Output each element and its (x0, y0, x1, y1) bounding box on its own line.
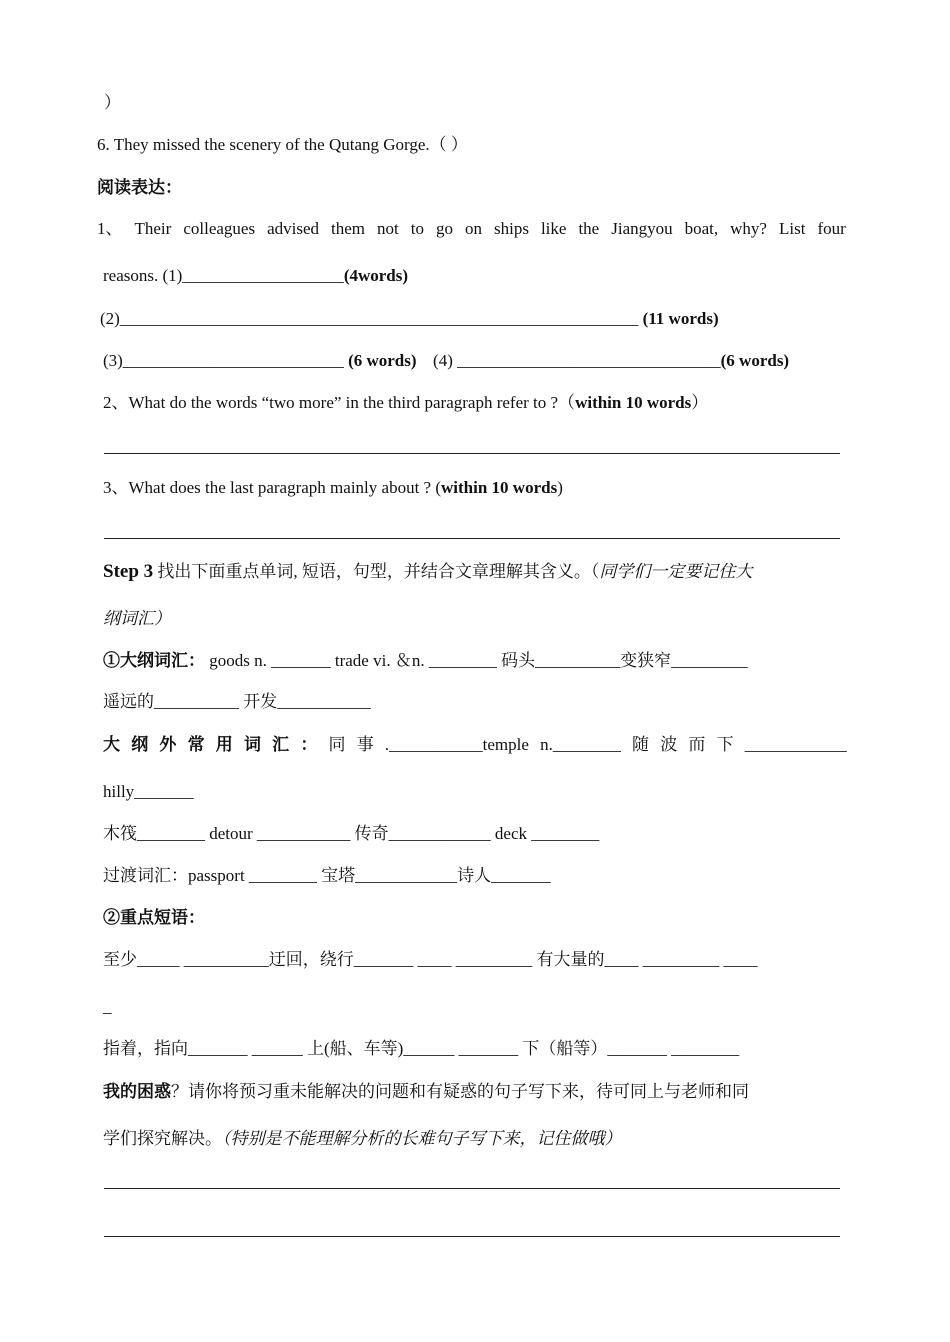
vocab-common-label-char: 常 (187, 735, 205, 754)
vocab-common-label-char: 用 (215, 735, 233, 754)
reading-q1-word: Their (134, 219, 172, 238)
word-limit-note: (11 words) (642, 309, 719, 328)
vocab-common-part: 而 (688, 735, 706, 754)
vocab-common-part: 同 (328, 735, 346, 754)
vocab-syllabus (103, 650, 748, 672)
word-limit-note: within 10 words (575, 393, 692, 412)
vocab-common-label-char: 词 (243, 735, 261, 754)
puzzle-line1 (103, 1081, 749, 1103)
puzzle-italic: （特别是不能理解分析的长难句子写下来，记住做哦） (222, 1129, 622, 1148)
reading-q1-word: on (464, 219, 482, 238)
reading-q2-close: ） (691, 393, 709, 412)
puzzle-label: 我的困惑 (103, 1082, 171, 1101)
vocab-common-part: 事 (356, 735, 374, 754)
vocab-common-label-char: 汇 (272, 735, 290, 754)
vocab-common-part[interactable]: ____________ (744, 735, 847, 754)
reading-q1-word: Jiangyou (611, 219, 673, 238)
reading-q1-word: why? (730, 219, 767, 238)
vocab-common-part: 随 (632, 735, 650, 754)
step3-italic: 同学们一定要记住大 (599, 562, 753, 581)
answer-line-puzzle-1[interactable] (104, 1188, 840, 1189)
reading-q1-word: four (817, 219, 846, 238)
word-limit-note: (6 words) (720, 351, 790, 370)
question-6: 6. They missed the scenery of the Qutang Gorge.（ ） (97, 135, 468, 154)
vocab-transition-blanks[interactable]: passport ________ 宝塔____________诗人_______ (188, 866, 551, 885)
puzzle-line2 (103, 1128, 622, 1150)
word-limit-note: (6 words) (348, 351, 417, 370)
reading-q3 (103, 477, 563, 499)
vocab-common (103, 734, 847, 756)
phrases-line2[interactable]: 指着，指向_______ ______ 上(船、车等)______ _______ 下（船等）_______ ________ (103, 1039, 740, 1058)
reading-q2 (103, 392, 708, 414)
step3-label: Step 3 (103, 561, 154, 582)
reading-q1-blank-2[interactable]: (2)_____________________________________________________________ (100, 309, 639, 328)
reading-q1-blank-4[interactable]: (4) _______________________________ (433, 351, 721, 370)
top-paren: ） (104, 93, 121, 112)
vocab-common-part: 波 (660, 735, 678, 754)
reading-q3-close: ) (557, 478, 563, 497)
word-limit-note: (4words) (343, 266, 409, 285)
vocab-common-label-char: 外 (159, 735, 177, 754)
vocab-transition (103, 865, 551, 887)
vocab-common-line3[interactable]: 木筏________ detour ___________ 传奇____________ deck ________ (103, 824, 600, 843)
reading-q1-word: advised (267, 219, 320, 238)
reading-q2-text: 2、What do the words “two more” in the third paragraph refer to ?（ (103, 393, 576, 412)
phrases-heading: ②重点短语： (103, 908, 205, 927)
reading-q1-word: ships (493, 219, 529, 238)
answer-line-q2[interactable] (104, 453, 840, 454)
reading-q1-word: to (410, 219, 424, 238)
reading-q1-word: List (778, 219, 806, 238)
reading-q1-word: not (377, 219, 399, 238)
word-limit-note: within 10 words (441, 478, 558, 497)
reading-q1-line3 (100, 308, 719, 330)
step3-text: 找出下面重点单词, 短语，句型，并结合文章理解其含义。（ (157, 562, 600, 581)
reading-q1-word: them (331, 219, 366, 238)
vocab-transition-label: 过渡词汇： (103, 866, 188, 885)
step3-line2: 纲词汇） (103, 609, 171, 628)
reading-q1-line4 (103, 350, 789, 372)
vocab-syllabus-label: ①大纲词汇： (103, 651, 205, 670)
reading-q1-word: the (578, 219, 600, 238)
puzzle-text: ？请你将预习重未能解决的问题和有疑惑的句子写下来，待可同上与老师和同 (171, 1082, 749, 1101)
vocab-common-part[interactable]: n.________ (540, 735, 621, 754)
reading-q1-line1 (97, 218, 846, 240)
vocab-syllabus-blanks[interactable]: goods n. _______ trade vi. ＆n. ________ 码头__________变狭窄_________ (209, 651, 748, 670)
reading-q3-text: 3、What does the last paragraph mainly about ? ( (103, 478, 441, 497)
reading-q1-blank-1[interactable]: reasons. (1)___________________ (103, 266, 344, 285)
reading-heading: 阅读表达： (97, 178, 182, 197)
phrases-line1-cont[interactable]: _ (103, 997, 112, 1016)
vocab-common-label-char: 纲 (131, 735, 149, 754)
vocab-common-part: 下 (716, 735, 734, 754)
puzzle-text-2: 学们探究解决。 (103, 1129, 222, 1148)
phrases-line1[interactable]: 至少_____ __________迂回，绕行_______ ____ _________ 有大量的____ _________ ____ (103, 950, 758, 969)
reading-q1-word: boat, (684, 219, 719, 238)
reading-q1-word: colleagues (183, 219, 256, 238)
step3-heading (103, 561, 752, 583)
reading-q1-word: like (540, 219, 567, 238)
answer-line-puzzle-2[interactable] (104, 1236, 840, 1237)
vocab-common-label-char: 大 (103, 735, 120, 754)
vocab-common-line2[interactable]: hilly_______ (103, 782, 194, 801)
vocab-common-part[interactable]: .___________temple (384, 735, 529, 754)
reading-q1-blank-3[interactable]: (3)__________________________ (103, 351, 344, 370)
answer-line-q3[interactable] (104, 538, 840, 539)
reading-q1-word: go (435, 219, 453, 238)
reading-q1-line2 (103, 265, 408, 287)
vocab-syllabus-line2[interactable]: 遥远的__________ 开发___________ (103, 692, 371, 711)
reading-q1-word: 1、 (97, 219, 123, 238)
vocab-common-label-char: ： (300, 735, 318, 754)
